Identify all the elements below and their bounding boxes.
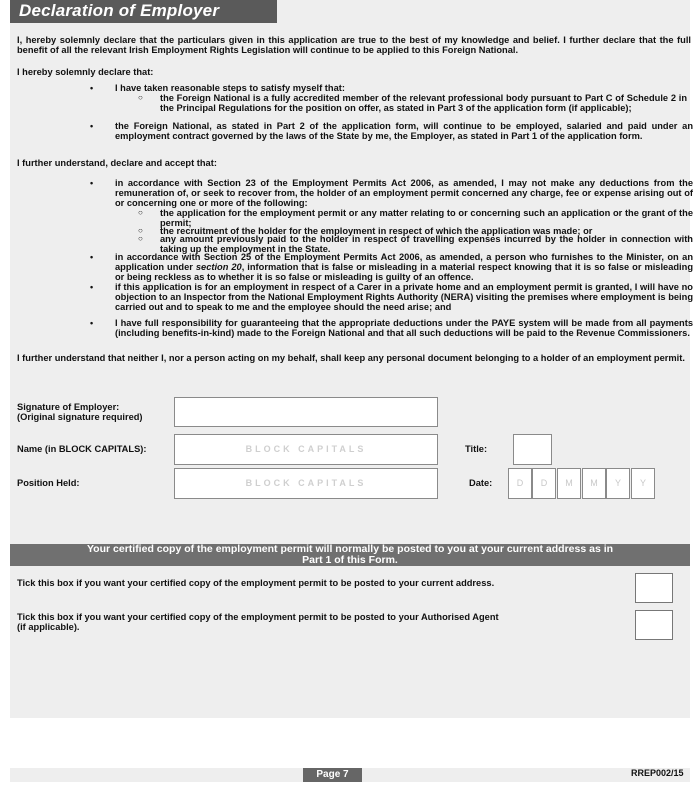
position-placeholder: BLOCK CAPITALS [245, 478, 367, 488]
accept-subitem: any amount previously paid to the holder in respect of travelling expenses incurred by the holder in connection with taking up the employment in the State. [160, 234, 693, 255]
bullet-icon: • [90, 178, 94, 188]
bullet-icon: • [90, 252, 94, 262]
title-label: Title: [465, 444, 488, 454]
intro-paragraph: I, hereby solemnly declare that the particulars given in this application are true to the best of my knowledge and belief. I further declare that the full benefit of all the relevant Irish Employment Rights Legislation will continue to be applied to this Foreign National. [17, 35, 691, 56]
accept-heading: I further understand, declare and accept that: [17, 158, 217, 168]
tick-agent-note: (if applicable). [17, 622, 80, 632]
circle-bullet-icon: ○ [138, 93, 143, 102]
date-label: Date: [469, 478, 493, 488]
accept-item: if this application is for an employment in respect of a Carer in a private home and an employment permit is granted, I will have no objection to an Inspector from the National Employment Rights Authority (NERA) visiting the premises where employment is being carried out and to speak to me and the employee should the need arise; and [115, 282, 693, 313]
accept-item-section-25: in accordance with Section 25 of the Employment Permits Act 2006, as amended, a person who furnishes to the Minister, on an application under section 20, information that is false or misleading in a material respect knowing that it is so false or misleading or being reckless as to whether it is so false or misleading is guilty of an offence. [115, 252, 694, 283]
name-field[interactable] [174, 434, 438, 465]
name-label: Name (in BLOCK CAPITALS): [17, 444, 147, 454]
signature-field[interactable] [174, 397, 438, 427]
postal-notice-banner [10, 544, 690, 566]
date-month-1[interactable]: M [557, 468, 581, 499]
date-year-2[interactable]: Y [631, 468, 655, 499]
page-number: Page 7 [303, 768, 362, 782]
position-field[interactable] [174, 468, 438, 499]
closing-paragraph: I further understand that neither I, nor a person acting on my behalf, shall keep any personal document belonging to a holder of an employment permit. [17, 353, 685, 363]
tick-agent-checkbox[interactable] [635, 610, 673, 640]
bullet-icon: • [90, 121, 94, 131]
accept-subitem: the application for the employment permit or any matter relating to or concerning such an application or the grant of the permit; [160, 208, 693, 229]
declare-item: the Foreign National, as stated in Part 2 of the application form, will continue to be employed, salaried and paid under an employment contract governed by the laws of the State by me, the Employer, as stated in Part 1 of the application form. [115, 121, 693, 142]
tick-current-address-label: Tick this box if you want your certified copy of the employment permit to be posted to your current address. [17, 578, 495, 588]
date-day-1[interactable]: D [508, 468, 532, 499]
declare-subitem: the Foreign National is a fully accredited member of the relevant professional body pursuant to Part C of Schedule 2 in the Principal Regulations for the position on offer, as stated in Part 3 of the application form (if applicable); [160, 93, 687, 114]
circle-bullet-icon: ○ [138, 234, 143, 243]
name-placeholder: BLOCK CAPITALS [245, 444, 367, 454]
accept-item: in accordance with Section 23 of the Employment Permits Act 2006, as amended, I may not make any deductions from the remuneration of, or seek to recover from, the holder of an employment permit concerned any charge, fee or expense arising out of or concerning one or more of the following: [115, 178, 693, 209]
date-day-2[interactable]: D [532, 468, 556, 499]
circle-bullet-icon: ○ [138, 208, 143, 217]
declare-heading: I hereby solemnly declare that: [17, 67, 154, 77]
date-month-2[interactable]: M [582, 468, 606, 499]
bullet-icon: • [90, 318, 94, 328]
bullet-icon: • [90, 282, 94, 292]
position-label: Position Held: [17, 478, 80, 488]
circle-bullet-icon: ○ [138, 226, 143, 235]
signature-label: Signature of Employer: [17, 402, 120, 412]
date-year-1[interactable]: Y [606, 468, 630, 499]
section-title-bar [10, 0, 277, 23]
bullet-icon: • [90, 83, 94, 93]
tick-agent-label: Tick this box if you want your certified copy of the employment permit to be posted to your Authorised Agent [17, 612, 499, 622]
declare-item: I have taken reasonable steps to satisfy myself that: [115, 83, 345, 93]
banner-text: Your certified copy of the employment permit will normally be posted to you at your current address as in Part 1 of this Form. [86, 543, 614, 566]
title-field[interactable] [513, 434, 552, 465]
form-code: RREP002/15 [631, 768, 684, 778]
accept-item: I have full responsibility for guaranteeing that the appropriate deductions under the PAYE system will be made from all payments (including benefits-in-kind) made to the Foreign National and that all such deductions will be paid to the Revenue Commissioners. [115, 318, 693, 339]
signature-note: (Original signature required) [17, 412, 143, 422]
tick-current-address-checkbox[interactable] [635, 573, 673, 603]
page-title: Declaration of Employer [19, 1, 220, 20]
accept-subitem: the recruitment of the holder for the employment in respect of which the application was made; or [160, 226, 593, 236]
